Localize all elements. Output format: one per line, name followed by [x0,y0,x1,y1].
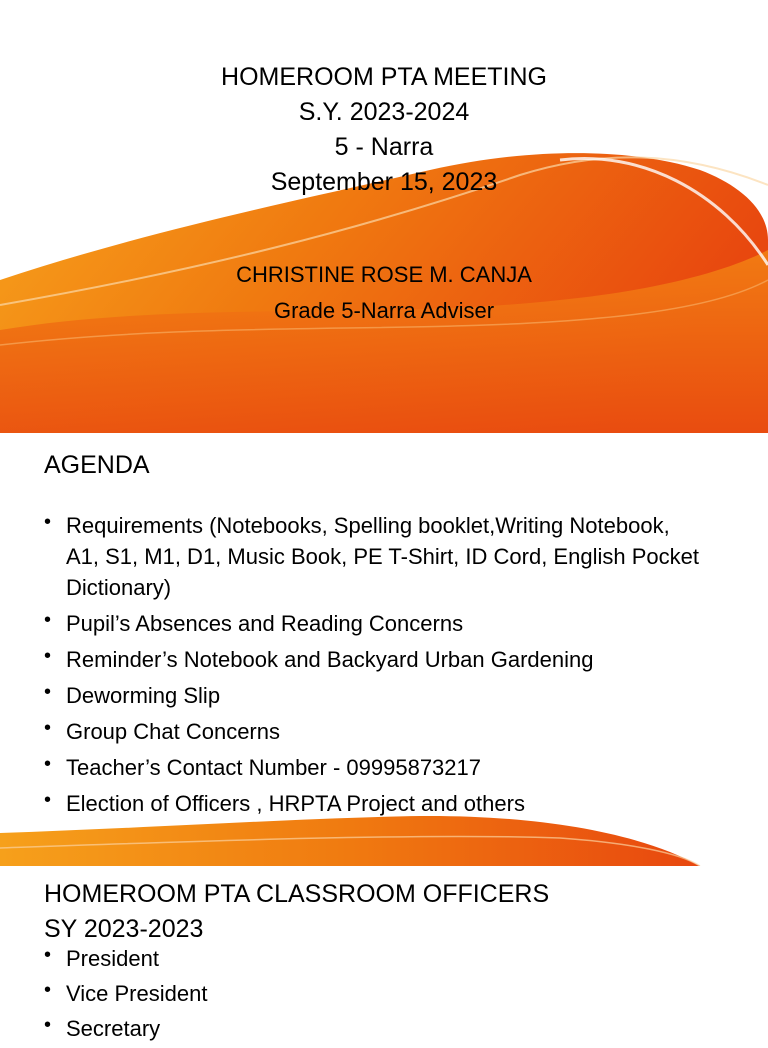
bullet-icon: • [44,511,52,533]
title-line: HOMEROOM PTA MEETING [221,63,547,91]
agenda-item-text: Reminder’s Notebook and Backyard Urban Gardening [66,647,594,672]
bullet-icon: • [44,753,52,775]
list-item [44,510,704,603]
presenter-block [0,257,768,329]
list-item [44,1013,704,1044]
title-line: S.Y. 2023-2024 [298,98,470,126]
list-item [44,752,704,783]
officers-heading [44,877,549,947]
bullet-icon: • [44,944,52,966]
list-item [44,644,704,675]
bullet-icon: • [44,717,52,739]
title-line: 5 - Narra [334,133,434,161]
bullet-icon: • [44,645,52,667]
officers-list [44,943,704,1048]
officer-role-text: Vice President [66,981,208,1006]
agenda-item-text: Requirements (Notebooks, Spelling booklet,Writing Notebook, A1, S1, M1, D1, Music Book, PE T-Shirt, ID Cord, English Pocket Dictionary) [66,513,699,600]
title-line: September 15, 2023 [270,168,498,196]
presenter-name: CHRISTINE ROSE M. CANJA [236,262,532,287]
list-item [44,680,704,711]
list-item [44,608,704,639]
bullet-icon: • [44,609,52,631]
officer-role-text: Secretary [66,1016,161,1041]
agenda-item-text: Deworming Slip [66,683,221,708]
title-slide [0,0,768,433]
bullet-icon: • [44,1014,52,1036]
bullet-icon: • [44,681,52,703]
agenda-item-text: Teacher’s Contact Number - 09995873217 [66,755,482,780]
presenter-role: Grade 5-Narra Adviser [273,298,495,323]
agenda-heading: AGENDA [44,451,150,479]
bullet-icon: • [44,789,52,811]
agenda-item-text: Election of Officers , HRPTA Project and others [66,791,525,816]
list-item [44,788,704,819]
list-item [44,943,704,974]
agenda-item-text: Group Chat Concerns [66,719,280,744]
officer-role-text: President [66,946,159,971]
meeting-title [0,60,768,200]
list-item [44,978,704,1009]
list-item [44,716,704,747]
officers-heading-line: HOMEROOM PTA CLASSROOM OFFICERS [44,880,550,908]
bullet-icon: • [44,979,52,1001]
agenda-item-text: Pupil’s Absences and Reading Concerns [66,611,464,636]
agenda-list [44,510,704,824]
officers-heading-line: SY 2023-2023 [44,915,204,943]
